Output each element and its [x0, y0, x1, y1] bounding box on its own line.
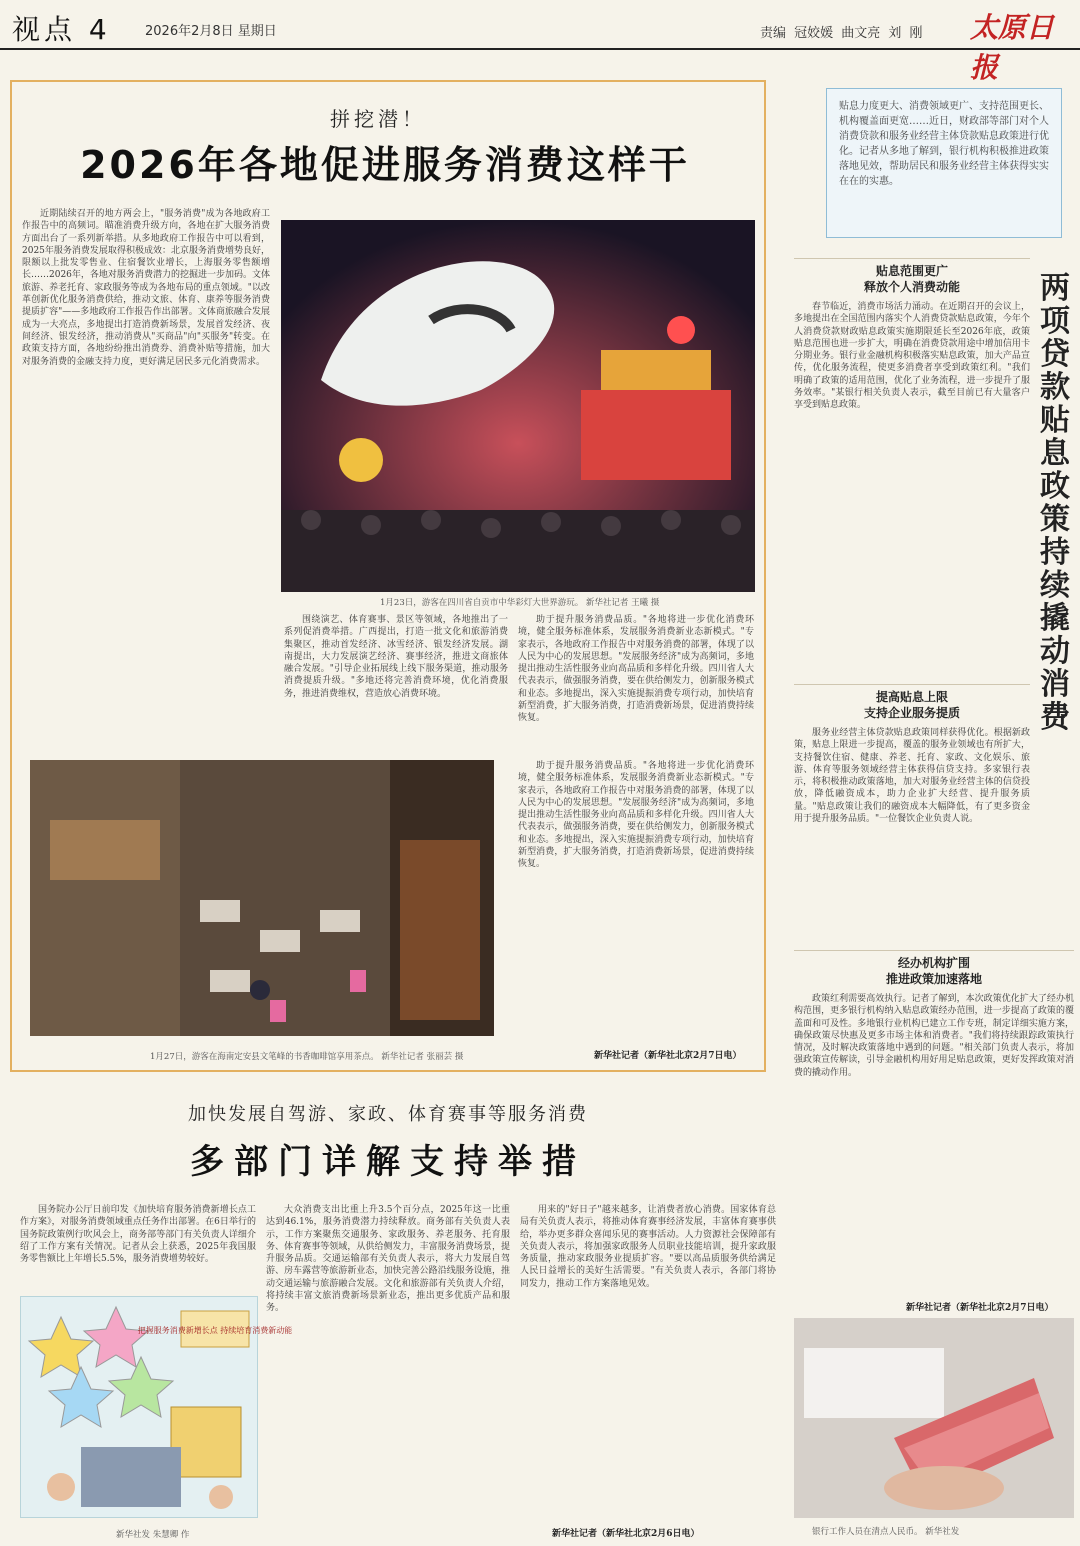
cartoon-banner-text: 把握服务消费新增长点 持续培育消费新动能	[137, 1326, 293, 1335]
main-byline: 新华社记者（新华社北京2月7日电）	[594, 1051, 742, 1061]
newspaper-logo: 太原日报	[970, 11, 1055, 84]
photo-cafe	[30, 760, 494, 1036]
right-section-2-title: 提高贴息上限 支持企业服务提质	[863, 690, 960, 720]
second-col3-text: 用来的"好日子"越来越多，让消费者放心消费。国家体育总局有关负责人表示，将推动体育赛事经济发展，丰富体育赛事供给，举办更多群众喜闻乐见的赛事活动。人力资源社会保障部有关负责人表示，将加强家政服务人员职业技能培训，提升家政服务质量，推动家政服务业提质扩容。"要以高品质服务供给满足人民日益增长的美好生活需要。"有关负责人表示，各部门将协同发力，推动工作方案落地见效。	[520, 1205, 776, 1289]
photo2-caption: 1月27日，游客在海南定安县文笔峰的书香咖啡馆享用茶点。 新华社记者 张丽芸 摄	[150, 1052, 464, 1062]
lantern-photo-illustration	[281, 220, 755, 592]
right-section-3-text: 政策红利需要高效执行。记者了解到，本次政策优化扩大了经办机构范围，更多银行机构纳入贴息政策经办范围，进一步提高了政策的覆盖面和可及性。多地银行业机构已建立工作专班，制定详细实施方案，确保政策尽快惠及更多市场主体和消费者。"我们将持续跟踪政策执行情况，及时解决政策落地中遇到的问题。"相关部门负责人表示，将加强政策宣传解读，引导金融机构用好用足贴息政策，更好发挥政策对消费的撬动作用。	[794, 994, 1074, 1078]
photo-banknotes	[794, 1318, 1074, 1518]
main-col2-text: 围绕演艺、体育赛事、景区等领域，各地推出了一系列促消费举措。广西提出，打造一批文化和旅游消费集聚区，推动首发经济、冰雪经济、银发经济发展。湖南提出，大力发展演艺经济、赛事经济，推进文商旅体融合发展。"引导企业拓展线上线下服务渠道，推动服务消费提质升级。"多地还将完善消费环境，优化消费服务，推进消费维权，营造放心消费环境。	[284, 615, 508, 699]
page-header	[0, 0, 1080, 84]
cartoon-caption: 新华社发 朱慧卿 作	[116, 1530, 190, 1540]
right-section-1	[794, 258, 1030, 661]
second-col1-text: 国务院办公厅日前印发《加快培育服务消费新增长点工作方案》，对服务消费领域重点任务作出部署。在6日举行的国务院政策例行吹风会上，商务部等部门有关负责人详细介绍了工作方案有关情况。记者从会上获悉，2025年我国服务零售额比上年增长5.5%，服务消费增势较好。	[20, 1205, 256, 1265]
second-col2-text: 大众消费支出比重上升3.5个百分点，2025年这一比重达到46.1%，服务消费潜力持续释放。商务部有关负责人表示，工作方案聚焦交通服务、家政服务、养老服务、托育服务、体育赛事等领域，从供给侧发力，丰富服务消费场景，提升服务品质。交通运输部有关负责人表示，将大力发展自驾游、房车露营等旅游新业态，加快完善公路沿线服务设施，推动交通运输与旅游融合发展。文化和旅游部有关负责人介绍，将持续丰富文旅消费新场景新业态，推出更多优质产品和服务。	[266, 1205, 510, 1314]
right-byline: 新华社记者（新华社北京2月7日电）	[906, 1303, 1054, 1313]
editors: 责编 冠姣媛 曲文亮 刘 刚	[760, 26, 923, 41]
main-col3-text: 助于提升服务消费品质。"各地将进一步优化消费环境，健全服务标准体系，发展服务消费新业态新模式。"专家表示，各地政府工作报告中对服务消费的部署，体现了以人民为中心的发展思想。"发展服务经济"成为高频词，多地提出推动生活性服务业向高品质和多样化升级。四川省人大代表表示，做强服务消费，要在供给侧发力，创新服务模式和业态。多地提出，深入实施提振消费专项行动，加快培育新型消费，扩大服务消费，打造消费新场景，促进消费持续恢复。	[518, 761, 754, 870]
main-headline: 2026年各地促进服务消费这样干	[80, 143, 690, 187]
right-section-2-text: 服务业经营主体贷款贴息政策同样获得优化。根据新政策，贴息上限进一步提高，覆盖的服务业领域也有所扩大，支持餐饮住宿、健康、养老、托育、家政、文化娱乐、旅游、体育等服务领域经营主体获得信贷支持。多家银行表示，将积极推动政策落地，加大对服务业经营主体的信贷投放，降低融资成本，助力企业扩大经营、提升服务质量。"贴息政策让我们的融资成本大幅降低，有了更多资金用于提升服务品质。"一位餐饮企业负责人说。	[794, 728, 1030, 825]
cartoon-drawing	[21, 1297, 293, 1517]
main-kicker: 拼挖潜！	[330, 107, 426, 131]
right-section-1-title: 贴息范围更广 释放个人消费动能	[863, 264, 960, 294]
second-byline: 新华社记者（新华社北京2月6日电）	[552, 1529, 700, 1539]
main-col1-text: 近期陆续召开的地方两会上，"服务消费"成为各地政府工作报告中的高频词。瞄准消费升级方向，各地在扩大服务消费方面出台了一系列新举措。从多地政府工作报告中可以看到，2025年服务消费发展取得积极成效：北京服务消费增势良好，限额以上批发零售业、住宿餐饮业增长，上海服务零售额增长……2026年，各地对服务消费潜力的挖掘进一步加码。文体旅游、养老托育、家政服务等成为各地布局的重点领域。"以改革创新优化服务消费供给，推动文旅、体育、康养等服务消费提质扩容"——多地政府工作报告作出部署。文体商旅融合发展成为一大亮点，多地提出打造消费新场景，发展首发经济、夜间经济、银发经济，推动消费从"买商品"向"买服务"转变。在政策支持方面，各地纷纷推出消费券、消费补贴等措施，加大对服务消费的金融支持力度，更好满足居民多元化消费需求。	[22, 209, 270, 367]
photo1-caption: 1月23日，游客在四川省自贡市中华彩灯大世界游玩。 新华社记者 王曦 摄	[380, 598, 660, 608]
second-kicker: 加快发展自驾游、家政、体育赛事等服务消费	[188, 1104, 588, 1125]
right-section-3-title: 经办机构扩围 推进政策加速落地	[885, 956, 982, 986]
banknotes-photo-illustration	[794, 1318, 1074, 1518]
cartoon-illustration	[20, 1296, 293, 1518]
second-headline: 多部门详解支持举措	[190, 1142, 586, 1182]
right-section-2	[794, 684, 1030, 953]
photo-lantern-festival	[281, 220, 755, 592]
right-section-3	[794, 950, 1074, 1293]
right-summary-box: 贴息力度更大、消费领域更广、支持范围更长、机构覆盖面更宽……近日，财政部等部门对个人消费贷款和服务业经营主体贷款贴息政策进行优化。记者从多地了解到，银行机构积极推进政策落地见效，帮助居民和服务业经营主体获得实实在在的实惠。	[826, 88, 1062, 238]
right-vertical-title: 两项贷款贴息政策持续撬动消费	[1040, 271, 1070, 735]
issue-date: 2026年2月8日 星期日	[145, 24, 277, 39]
main-col3-text-top: 助于提升服务消费品质。"各地将进一步优化消费环境，健全服务标准体系，发展服务消费新业态新模式。"专家表示，各地政府工作报告中对服务消费的部署，体现了以人民为中心的发展思想。"发展服务经济"成为高频词，多地提出推动生活性服务业向高品质和多样化升级。四川省人大代表表示，做强服务消费，要在供给侧发力，创新服务模式和业态。多地提出，深入实施提振消费专项行动，加快培育新型消费，扩大服务消费，打造消费新场景，促进消费持续恢复。	[518, 615, 754, 724]
cafe-photo-illustration	[30, 760, 494, 1036]
right-photo-caption: 银行工作人员在清点人民币。 新华社发	[812, 1527, 960, 1537]
right-section-1-text: 春节临近，消费市场活力涌动。在近期召开的会议上，多地提出在全国范围内落实个人消费贷款贴息政策，今年个人消费贷款财政贴息政策实施期限延长至2026年底，政策贴息范围也进一步扩大，明确在消费贷款用途中增加信用卡分期业务。银行业金融机构积极落实贴息政策，加大产品宣传，优化服务流程，使更多消费者享受到政策红利。"我们明确了政策的适用范围，优化了业务流程，进一步提升了服务效率。"某银行相关负责人表示，截至目前已有大量客户享受到贴息政策。	[794, 302, 1030, 411]
section-label: 视点 4	[12, 13, 111, 46]
